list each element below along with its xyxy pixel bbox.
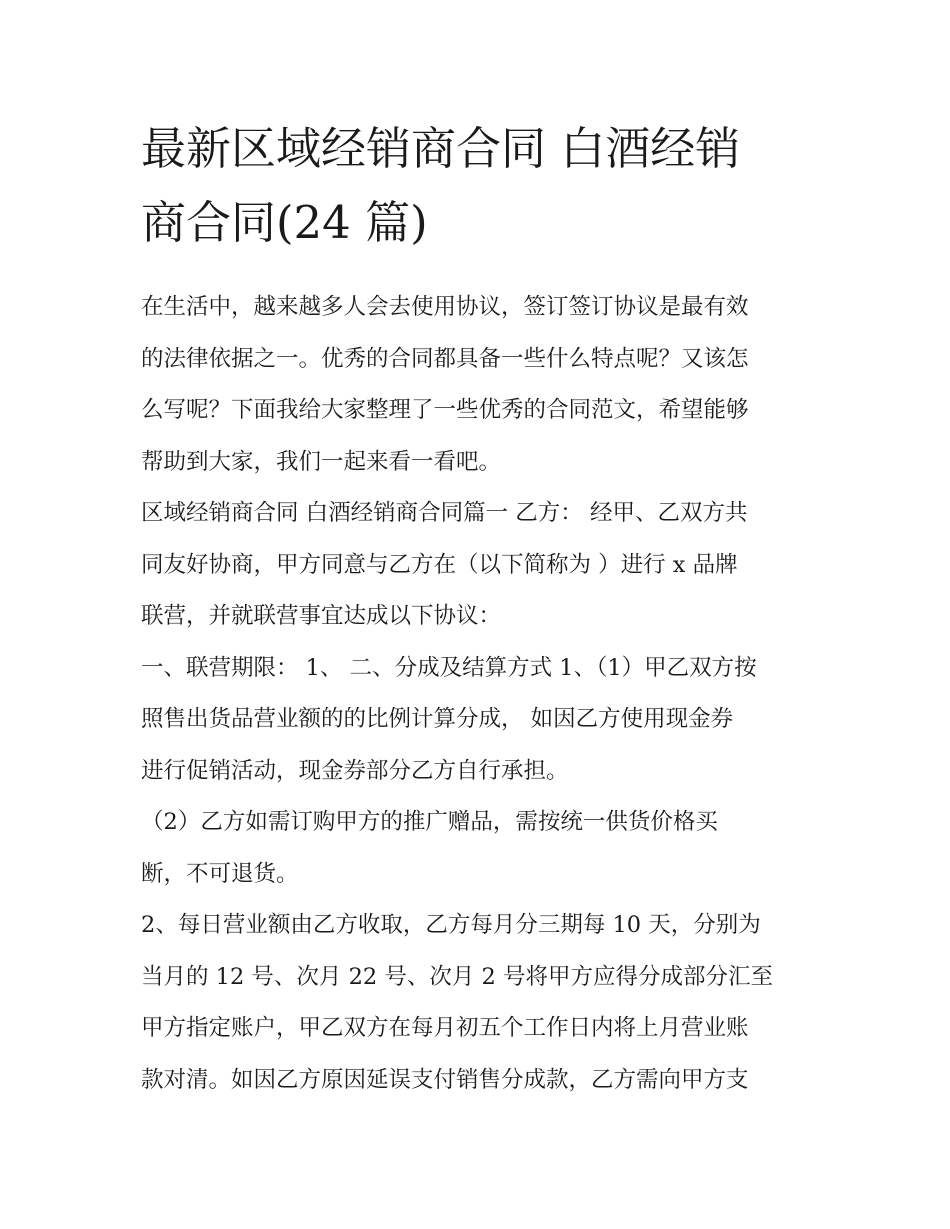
text-line: 照售出货品营业额的的比例计算分成， 如因乙方使用现金券	[141, 706, 734, 732]
text-line: 一、联营期限： 1、 二、分成及结算方式 1、（1）甲乙双方按	[141, 654, 757, 681]
document-title	[141, 112, 821, 260]
document-page	[141, 112, 821, 1106]
text-line: 区域经销商合同 白酒经销商合同篇一 乙方： 经甲、乙双方共	[141, 500, 748, 526]
paragraph-intro	[141, 282, 821, 488]
paragraph-clause-2	[141, 900, 821, 1106]
text-line: 帮助到大家，我们一起来看一看吧。	[141, 448, 502, 475]
text-line: 么写呢？下面我给大家整理了一些优秀的合同范文，希望能够	[141, 397, 749, 423]
text-line: 当月的 12 号、次月 22 号、次月 2 号将甲方应得分成部分汇至	[141, 963, 773, 990]
paragraph-clause-1	[141, 643, 821, 798]
text-line: 的法律依据之一。优秀的合同都具备一些什么特点呢？又该怎	[141, 345, 749, 372]
text-line: 同友好协商，甲方同意与乙方在（以下简称为 ）进行 x 品牌	[141, 551, 738, 578]
title-line: 商合同(24 篇)	[141, 196, 428, 249]
text-line: 款对清。如因乙方原因延误支付销售分成款，乙方需向甲方支	[141, 1066, 749, 1093]
title-line: 最新区域经销商合同 白酒经销	[141, 122, 741, 175]
text-line: 断，不可退货。	[141, 860, 299, 887]
paragraph-contract-intro	[141, 488, 821, 643]
text-line: 联营，并就联营事宜达成以下协议：	[141, 603, 502, 629]
text-line: 甲方指定账户，甲乙双方在每月初五个工作日内将上月营业账	[141, 1015, 749, 1041]
text-line: （2）乙方如需订购甲方的推广赠品，需按统一供货价格买	[141, 809, 718, 835]
text-line: 在生活中，越来越多人会去使用协议，签订签订协议是最有效	[141, 294, 749, 320]
paragraph-clause-1-2	[141, 797, 821, 900]
text-line: 进行促销活动，现金券部分乙方自行承担。	[141, 757, 569, 784]
text-line: 2、每日营业额由乙方收取，乙方每月分三期每 10 天，分别为	[141, 912, 761, 938]
